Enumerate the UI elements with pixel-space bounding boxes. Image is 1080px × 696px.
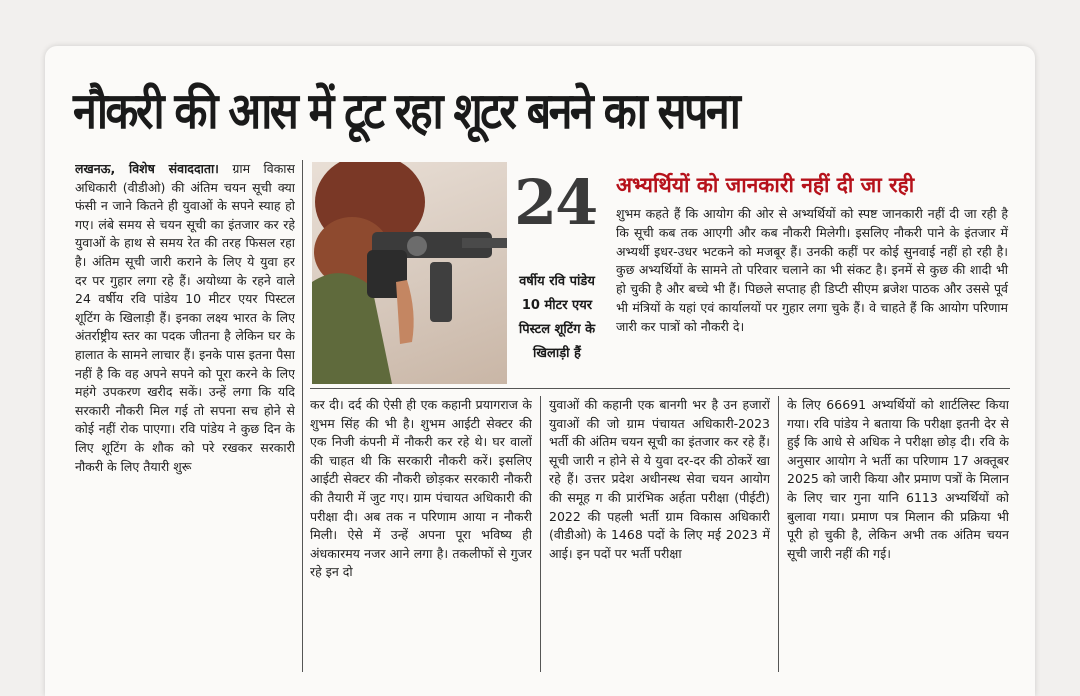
sidebar-text: शुभम कहते हैं कि आयोग की ओर से अभ्यर्थियों को स्पष्ट जानकारी नहीं दी जा रही है कि सूची कब तक आएगी और कब नौकरी मिलेगी। इसलिए नौकरी पाने के इंतजार में अभ्यर्थी इधर-उधर भटकने को मजबूर हैं। उनकी कहीं पर कोई सुनवाई नहीं हो रही है। कुछ अभ्यर्थियों के सामने तो परिवार चलाने का भी संकट है। इनमें से कुछ की शादी भी हो चुकी है और बच्चे भी हैं। पिछले सप्ताह ही डिप्टी सीएम ब्रजेश पाठक और उससे पूर्व भी मंत्रियों के यहां एवं कार्यालयों पर गुहार लगा चुके हैं। वे चाहते हैं कि आयोग परिणाम जारी कर पात्रों को नौकरी दे। bbox=[616, 206, 1008, 334]
column-divider bbox=[778, 396, 779, 672]
age-number: 24 bbox=[514, 166, 597, 239]
headline: नौकरी की आस में टूट रहा शूटर बनने का सपना bbox=[73, 82, 739, 140]
column-2 bbox=[310, 396, 532, 672]
column-divider bbox=[540, 396, 541, 672]
column-4-text: के लिए 66691 अभ्यर्थियों को शार्टलिस्ट किया गया। रवि पांडेय ने बताया कि परीक्षा इतनी देर से हुई कि आधे से अधिक ने परीक्षा छोड़ दी। रवि के अनुसार आयोग ने भर्ती का परिणाम 17 अक्तूबर 2025 को जारी किया और प्रमाण पत्रों के मिलान के लिए चार गुना यानि 6113 अभ्यर्थियों को बुलावा गया। प्रमाण पत्र मिलान की प्रक्रिया भी पूरी हो चुकी है, लेकिन अभी तक अंतिम चयन सूची जारी नहीं की गई। bbox=[787, 397, 1009, 561]
dateline: लखनऊ, विशेष संवाददाता। bbox=[75, 161, 219, 176]
shooter-photo bbox=[312, 162, 507, 384]
photo-caption: वर्षीय रवि पांडेय 10 मीटर एयर पिस्टल शूटिंग के खिलाड़ी हैं bbox=[518, 274, 596, 361]
column-2-text: कर दी। दर्द की ऐसी ही एक कहानी प्रयागराज के शुभम सिंह की भी है। शुभम आईटी सेक्टर की एक निजी कंपनी में नौकरी कर रहे थे। घर वालों की चाहत थी कि सरकारी नौकरी करें। इसलिए आईटी सेक्टर की नौकरी छोड़कर सरकारी नौकरी की तैयारी में जुट गए। ग्राम पंचायत अधिकारी की परीक्षा दी। अब तक न परिणाम आया न नौकरी मिली। ऐसे में उन्हें अपना पूरा भविष्य ही अंधकारमय नजर आने लगा है। तकलीफों से गुजर रहे इन दो bbox=[310, 397, 532, 580]
column-3-text: युवाओं की कहानी एक बानगी भर है उन हजारों युवाओं की जो ग्राम पंचायत अधिकारी-2023 भर्ती की अंतिम चयन सूची का इंतजार कर रहे हैं। सूची जारी न होने से ये युवा दर-दर की ठोकरें खा रहे हैं। उत्तर प्रदेश अधीनस्थ सेवा चयन आयोग की समूह ग की प्रारंभिक अर्हता परीक्षा (पीईटी) 2022 की पहली भर्ती ग्राम विकास अधिकारी (वीडीओ) के 1468 पदों के लिए मई 2023 में आई। इन पदों पर भर्ती परीक्षा bbox=[549, 397, 770, 561]
horizontal-divider bbox=[310, 388, 1010, 389]
column-1-text: ग्राम विकास अधिकारी (वीडीओ) की अंतिम चयन सूची क्या फंसी न जाने कितने ही युवाओं के सपने स्याह हो गए। लंबे समय से चयन सूची का इंतजार कर रहे युवाओं के हाथ से समय रेत की तरह फिसल रहा है। अंतिम सूची जारी कराने के लिए ये युवा हर दर पर गुहार लगा रहे हैं। अयोध्या के रहने वाले 24 वर्षीय रवि पांडेय 10 मीटर एयर पिस्टल शूटिंग के खिलाड़ी हैं। इनका लक्ष्य भारत के लिए अंतर्राष्ट्रीय स्तर का पदक जीतना है लेकिन घर के हालात के सामने लाचार हैं। इनके पास इतना पैसा नहीं है कि वह अपने सपने को पूरा करने के लिए महंगे उपकरण खरीद सकें। उन्हें लगा कि यदि सरकारी नौकरी मिल गई तो सपना सच होने से कोई नहीं रोक पाएगा। रवि पांडेय ने कुछ दिन के लिए शूटिंग के शौक को परे रखकर सरकारी नौकरी के लिए तैयारी शुरू bbox=[75, 161, 295, 474]
column-1 bbox=[75, 160, 295, 672]
column-divider bbox=[302, 160, 303, 672]
sidebar-subheading: अभ्यर्थियों को जानकारी नहीं दी जा रही bbox=[616, 173, 915, 197]
column-3 bbox=[549, 396, 770, 672]
column-4 bbox=[787, 396, 1009, 672]
